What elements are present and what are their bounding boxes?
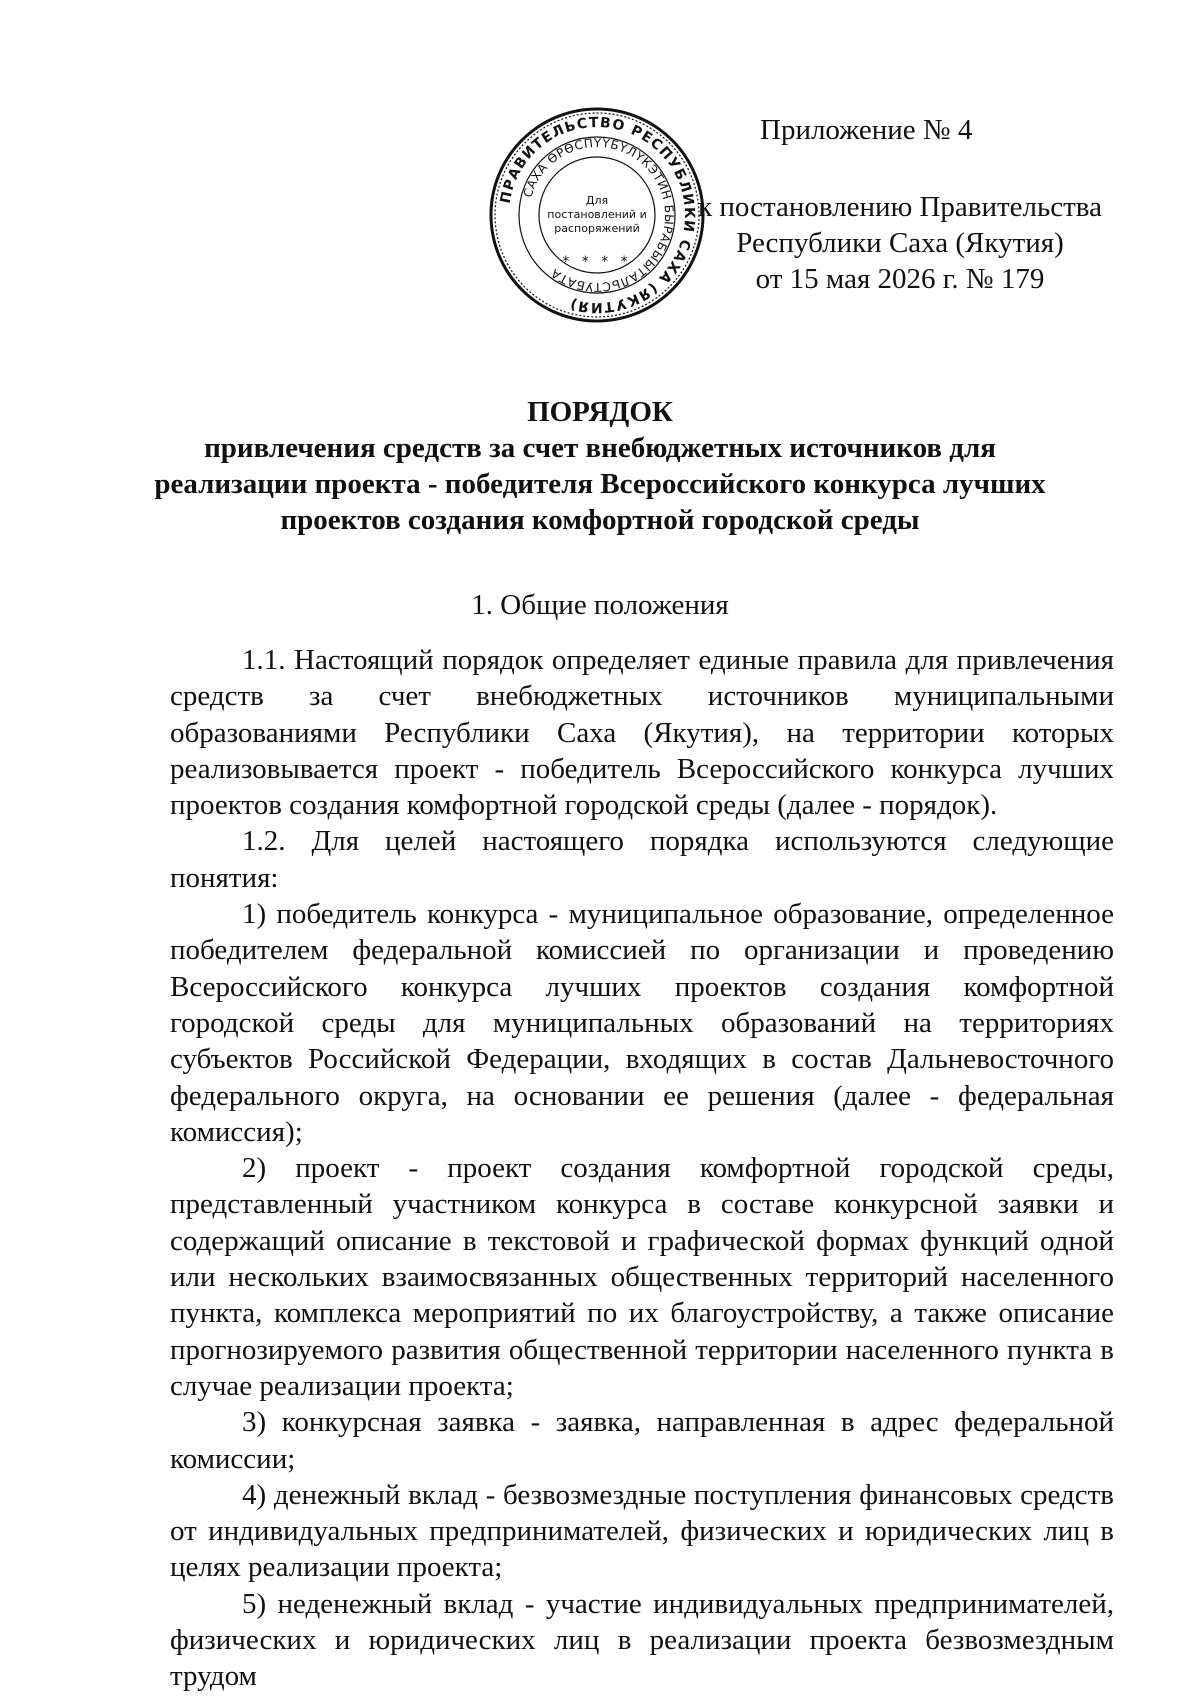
seal-center-line-3: распоряжений: [554, 222, 640, 235]
document-body: [170, 642, 1114, 1695]
seal-inner-text: САХА ӨРӨСПҮҮБҮЛҮКЭТИН БЫРАБЫЫТАЛЬСТУБАТА: [520, 135, 677, 295]
section-heading: 1. Общие положения: [471, 589, 729, 621]
title-subtitle: привлечения средств за счет внебюджетных источников для реализации проекта - победителя Всероссийского конкурса лучших проектов создания комфортной городской среды: [154, 432, 1046, 536]
annex-number: Приложение № 4: [760, 114, 973, 146]
seal-center-line-2: постановлений и: [547, 208, 647, 221]
definition-3: 3) конкурсная заявка - заявка, направленная в адрес федеральной комиссии;: [170, 1406, 1114, 1475]
seal-stars: * * * *: [562, 254, 632, 270]
annex-date-line: от 15 мая 2026 г. № 179: [755, 263, 1045, 295]
official-seal: [488, 106, 706, 324]
document-title: [150, 394, 1050, 538]
definition-5: 5) неденежный вклад - участие индивидуальных предпринимателей, физических и юридических лиц в реализации проекта безвозмездным трудом: [170, 1587, 1114, 1693]
paragraph-1-2: 1.2. Для целей настоящего порядка используются следующие понятия:: [170, 825, 1114, 894]
paragraph-1-1: 1.1. Настоящий порядок определяет единые правила для привлечения средств за счет внебюджетных источников муниципальными образованиями Республики Саха (Якутия), на территории которых реализовывается проект - победитель Всероссийского конкурса лучших проектов создания комфортной городской среды (далее - порядок).: [170, 644, 1114, 822]
seal-center-line-1: Для: [585, 194, 609, 207]
annex-republic-line: Республики Саха (Якутия): [736, 227, 1064, 259]
definition-1: 1) победитель конкурса - муниципальное образование, определенное победителем федеральной комиссией по организации и проведению Всероссийского конкурса лучших проектов создания комфортной городской среды для муниципальных образований на территориях субъектов Российской Федерации, входящих в состав Дальневосточного федерального округа, на основании ее решения (далее - федеральная комиссия);: [170, 898, 1114, 1148]
annex-decree-line: к постановлению Правительства: [698, 191, 1102, 223]
seal-outer-text: ПРАВИТЕЛЬСТВО РЕСПУБЛИКИ САХА (ЯКУТИЯ): [497, 114, 698, 316]
title-main: ПОРЯДОК: [527, 396, 673, 428]
definition-2: 2) проект - проект создания комфортной городской среды, представленный участником конкурса в составе конкурсной заявки и содержащий описание в текстовой и графической формах функций одной или нескольких взаимосвязанных общественных территорий населенного пункта, комплекса мероприятий по их благоустройству, а также описание прогнозируемого развития общественной территории населенного пункта в случае реализации проекта;: [170, 1152, 1114, 1402]
definition-4: 4) денежный вклад - безвозмездные поступления финансовых средств от индивидуальных предпринимателей, физических и юридических лиц в целях реализации проекта;: [170, 1478, 1114, 1584]
